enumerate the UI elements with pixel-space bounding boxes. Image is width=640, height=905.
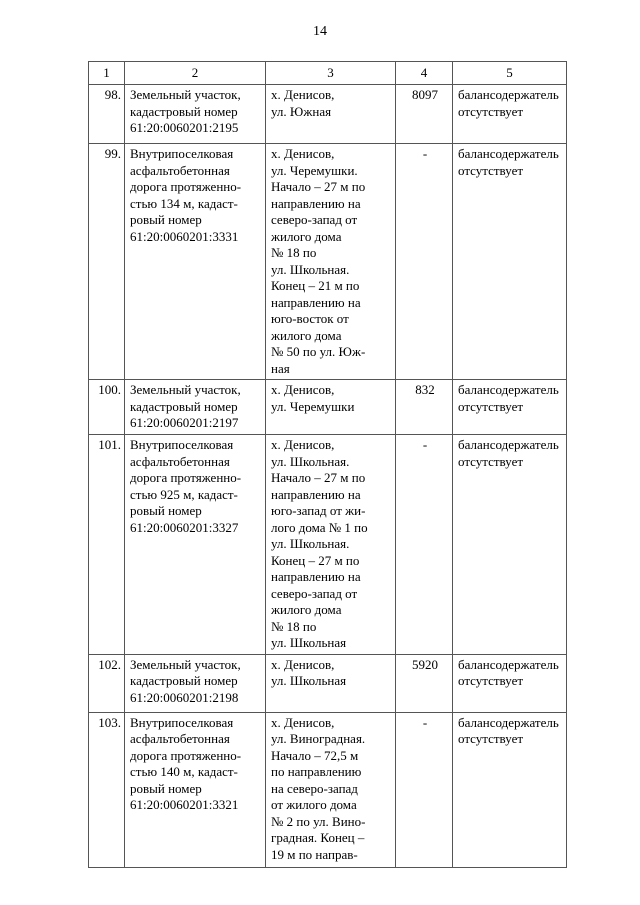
table-row xyxy=(89,435,567,655)
balance-holder: балансодержатель отсутствует xyxy=(453,654,567,712)
table-row xyxy=(89,654,567,712)
row-number: 100. xyxy=(89,380,125,435)
row-number: 98. xyxy=(89,85,125,144)
object-address: х. Денисов, ул. Виноградная. Начало – 72,5 м по направлению на северо-запад от жилого дома № 2 по ул. Вино- градная. Конец – 19 м по направ- xyxy=(266,712,396,867)
header-col-4: 4 xyxy=(396,62,453,85)
object-description: Внутрипоселковая асфальтобетонная дорога протяженно- стью 140 м, кадаст- ровый номер 61:20:0060201:3321 xyxy=(125,712,266,867)
object-area: 5920 xyxy=(396,654,453,712)
object-area: - xyxy=(396,144,453,380)
object-description: Земельный участок, кадастровый номер 61:20:0060201:2195 xyxy=(125,85,266,144)
object-address: х. Денисов, ул. Школьная xyxy=(266,654,396,712)
table-row xyxy=(89,144,567,380)
object-area: 832 xyxy=(396,380,453,435)
row-number: 99. xyxy=(89,144,125,380)
header-col-1: 1 xyxy=(89,62,125,85)
object-description: Внутрипоселковая асфальтобетонная дорога протяженно- стью 134 м, кадаст- ровый номер 61:20:0060201:3331 xyxy=(125,144,266,380)
object-address: х. Денисов, ул. Школьная. Начало – 27 м по направлению на юго-запад от жи- лого дома № 1 по ул. Школьная. Конец – 27 м по направлению на северо-запад от жилого дома № 18 по ул. Школьная xyxy=(266,435,396,655)
table-row xyxy=(89,85,567,144)
balance-holder: балансодержатель отсутствует xyxy=(453,144,567,380)
object-address: х. Денисов, ул. Черемушки. Начало – 27 м по направлению на северо-запад от жилого дома № 18 по ул. Школьная. Конец – 21 м по направлению на юго-восток от жилого дома № 50 по ул. Юж- ная xyxy=(266,144,396,380)
balance-holder: балансодержатель отсутствует xyxy=(453,712,567,867)
object-description: Земельный участок, кадастровый номер 61:20:0060201:2197 xyxy=(125,380,266,435)
balance-holder: балансодержатель отсутствует xyxy=(453,380,567,435)
header-col-5: 5 xyxy=(453,62,567,85)
property-registry-table xyxy=(88,61,567,868)
balance-holder: балансодержатель отсутствует xyxy=(453,85,567,144)
balance-holder: балансодержатель отсутствует xyxy=(453,435,567,655)
table-row xyxy=(89,712,567,867)
page-number: 14 xyxy=(313,24,327,39)
table-header-row xyxy=(89,62,567,85)
row-number: 103. xyxy=(89,712,125,867)
object-description: Внутрипоселковая асфальтобетонная дорога протяженно- стью 925 м, кадаст- ровый номер 61:20:0060201:3327 xyxy=(125,435,266,655)
object-area: - xyxy=(396,435,453,655)
object-area: - xyxy=(396,712,453,867)
row-number: 102. xyxy=(89,654,125,712)
table-row xyxy=(89,380,567,435)
object-address: х. Денисов, ул. Черемушки xyxy=(266,380,396,435)
object-area: 8097 xyxy=(396,85,453,144)
row-number: 101. xyxy=(89,435,125,655)
header-col-3: 3 xyxy=(266,62,396,85)
object-address: х. Денисов, ул. Южная xyxy=(266,85,396,144)
object-description: Земельный участок, кадастровый номер 61:20:0060201:2198 xyxy=(125,654,266,712)
header-col-2: 2 xyxy=(125,62,266,85)
